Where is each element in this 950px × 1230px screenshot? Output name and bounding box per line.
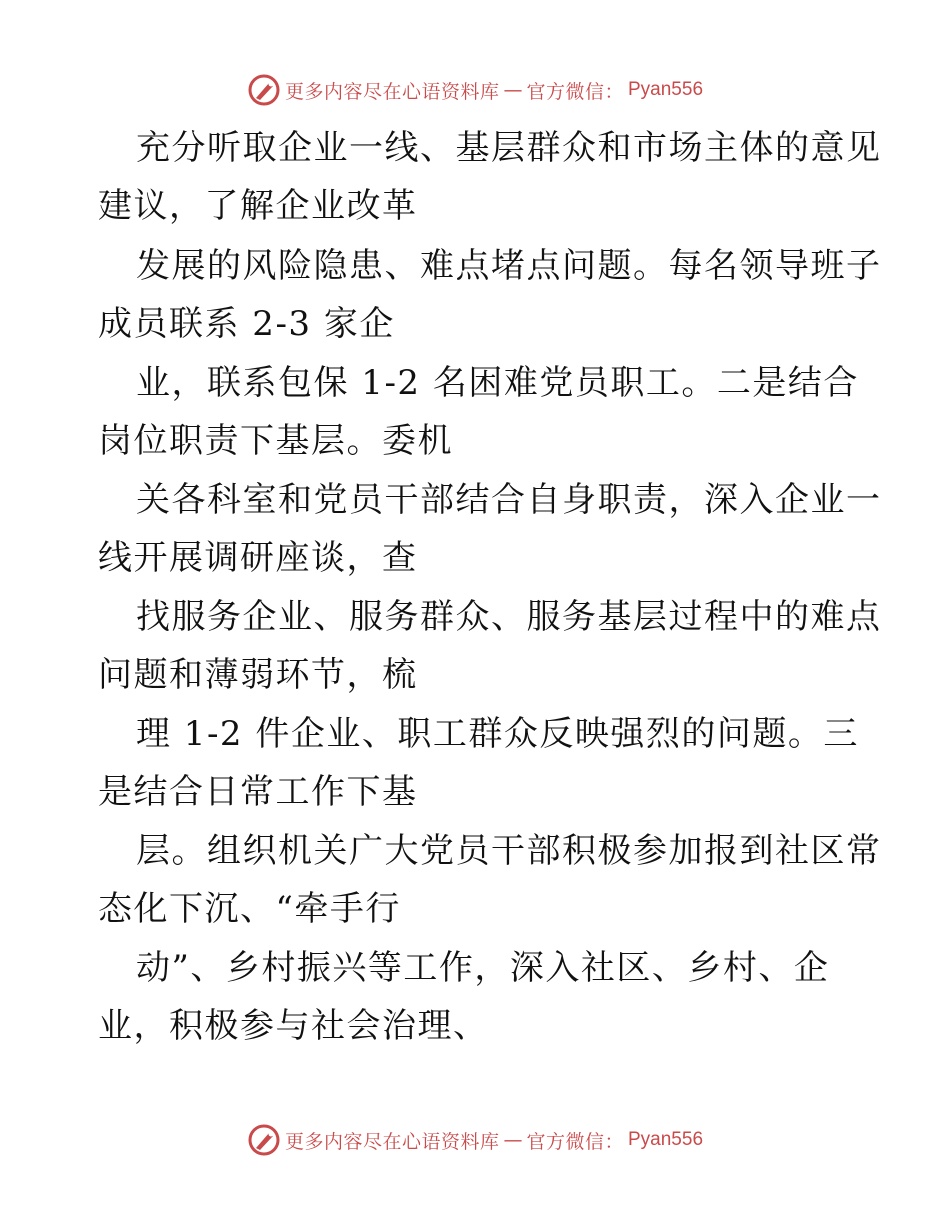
watermark-handle: Pyan556: [628, 1129, 704, 1150]
body-line: 成员联系 2-3 家企: [98, 304, 395, 344]
watermark-label: 官方微信：: [526, 80, 624, 103]
body-line: 理 1-2 件企业、职工群众反映强烈的问题。三: [136, 714, 859, 754]
watermark-label: 官方微信：: [526, 1130, 624, 1153]
pen-logo-icon: [247, 73, 281, 107]
watermark-group: [247, 1123, 703, 1157]
body-line: 态化下沉、“牵手行: [98, 889, 401, 929]
watermark-handle: Pyan556: [628, 79, 704, 100]
body-line: 关各科室和党员干部结合自身职责，深入企业一: [136, 480, 882, 520]
body-line: 建议，了解企业改革: [98, 186, 418, 226]
body-line: 业，积极参与社会治理、: [98, 1006, 489, 1046]
body-line: 充分听取企业一线、基层群众和市场主体的意见: [136, 128, 882, 168]
header-watermark: [0, 70, 950, 110]
watermark-group: [247, 73, 703, 107]
footer-watermark: [0, 1120, 950, 1160]
body-line: 是结合日常工作下基: [98, 772, 418, 812]
watermark-site-text: 更多内容尽在心语资料库: [284, 80, 500, 103]
watermark-site-text: 更多内容尽在心语资料库: [284, 1130, 500, 1153]
pen-logo-icon: [247, 1123, 281, 1157]
body-line: 岗位职责下基层。委机: [98, 421, 453, 461]
body-line: 找服务企业、服务群众、服务基层过程中的难点: [136, 597, 882, 637]
body-line: 线开展调研座谈，查: [98, 538, 418, 578]
body-line: 动”、乡村振兴等工作，深入社区、乡村、企: [136, 948, 830, 988]
watermark-separator: —: [503, 1129, 523, 1151]
body-line: 业，联系包保 1-2 名困难党员职工。二是结合: [136, 363, 859, 403]
body-line: 发展的风险隐患、难点堵点问题。每名领导班子: [136, 246, 882, 286]
body-line: 问题和薄弱环节，梳: [98, 655, 418, 695]
watermark-separator: —: [503, 79, 523, 101]
body-line: 层。组织机关广大党员干部积极参加报到社区常: [136, 831, 882, 871]
